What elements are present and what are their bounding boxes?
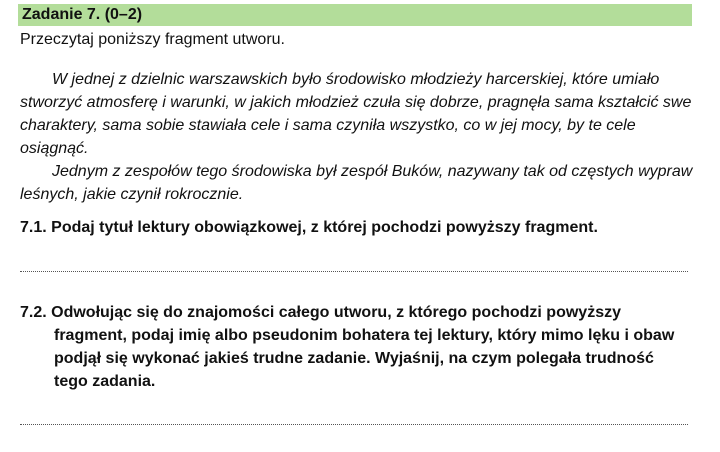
task-instruction: Przeczytaj poniższy fragment utworu. bbox=[20, 31, 285, 48]
task-title: Zadanie 7. (0–2) bbox=[22, 6, 143, 23]
question-text: Odwołując się do znajomości całego utworu, z którego pochodzi powyższy fragment, podaj imię albo pseudonim bohatera tej lektury, który mimo lęku i obaw podjął się wykonać jakieś trudne zadanie. Wyjaśnij, na czym polegała trudność tego zadania. bbox=[51, 304, 675, 390]
question-7-1-body bbox=[20, 216, 692, 239]
question-text: Podaj tytuł lektury obowiązkowej, z której pochodzi powyższy fragment. bbox=[51, 219, 598, 236]
task-header bbox=[18, 4, 692, 26]
excerpt-paragraph: Jednym z zespołów tego środowiska był zespół Buków, nazywany tak od częstych wypraw leśnych, jakie czynił rokrocznie. bbox=[20, 163, 693, 203]
question-number: 7.1. bbox=[20, 219, 47, 236]
question-number: 7.2. bbox=[20, 304, 47, 321]
answer-line-7-1[interactable] bbox=[20, 271, 688, 272]
excerpt-paragraph: W jednej z dzielnic warszawskich było środowisko młodzieży harcerskiej, które umiało stworzyć atmosferę i warunki, w jakich młodzież czuła się dobrze, pragnęła sama kształcić swe charaktery, sama sobie stawiała cele i sama czyniła wszystko, co w jej mocy, by te cele osiągnąć. bbox=[20, 71, 692, 157]
literary-excerpt bbox=[20, 68, 700, 206]
question-7-2-body bbox=[20, 301, 692, 393]
question-7-1 bbox=[20, 216, 692, 239]
question-7-2 bbox=[20, 301, 692, 393]
answer-line-7-2[interactable] bbox=[20, 424, 688, 425]
